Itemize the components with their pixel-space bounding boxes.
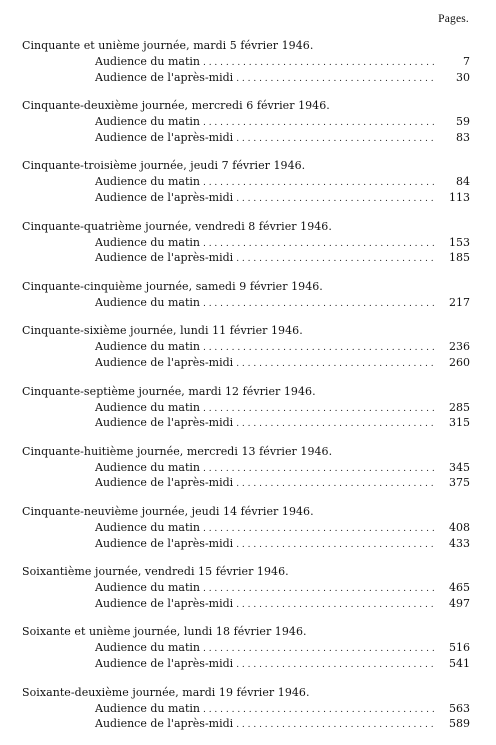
toc-day-entry	[22, 685, 470, 732]
page-number: 375	[449, 476, 470, 490]
session-label: Audience de l'après-midi	[95, 251, 234, 265]
page-number: 113	[449, 190, 470, 204]
toc-session-row	[95, 235, 470, 251]
day-title: Cinquante et unième journée, mardi 5 février 1946.	[22, 39, 314, 52]
session-label: Audience de l'après-midi	[95, 656, 234, 670]
toc-session-row	[95, 250, 470, 266]
toc-session-row	[95, 339, 470, 355]
dot-leader	[203, 176, 434, 191]
day-title: Cinquante-septième journée, mardi 12 février 1946.	[22, 384, 316, 398]
day-title: Cinquante-deuxième journée, mercredi 6 février 1946.	[22, 99, 330, 113]
day-title: Cinquante-neuvième journée, jeudi 14 février 1946.	[22, 505, 314, 518]
session-label: Audience du matin	[95, 340, 200, 354]
dot-leader	[236, 538, 434, 553]
dot-leader	[236, 417, 434, 432]
dot-leader	[203, 642, 434, 657]
page-number: 497	[449, 596, 470, 610]
day-title: Soixante et unième journée, lundi 18 février 1946.	[22, 625, 307, 639]
toc-day-entry	[22, 98, 470, 145]
dot-leader	[236, 192, 434, 207]
dot-leader	[203, 56, 434, 71]
dot-leader	[236, 357, 434, 372]
dot-leader	[236, 658, 434, 673]
session-label: Audience de l'après-midi	[95, 70, 234, 84]
session-label: Audience du matin	[95, 641, 200, 655]
session-label: Audience du matin	[95, 235, 200, 249]
day-title: Cinquante-sixième journée, lundi 11 février 1946.	[22, 324, 303, 338]
session-label: Audience du matin	[95, 460, 200, 474]
page-number: 59	[456, 115, 470, 129]
session-label: Audience de l'après-midi	[95, 476, 234, 490]
page-number: 408	[449, 521, 470, 534]
dot-leader	[236, 72, 434, 87]
page-number: 7	[463, 55, 470, 68]
session-label: Audience de l'après-midi	[95, 536, 234, 550]
session-label: Audience de l'après-midi	[95, 355, 234, 369]
toc-session-row	[95, 54, 470, 70]
page-number: 236	[449, 340, 470, 354]
toc-day-entry	[22, 158, 470, 205]
toc-day-entry	[22, 384, 470, 431]
page-number: 315	[449, 416, 470, 430]
toc-session-row	[95, 460, 470, 476]
dot-leader	[203, 116, 434, 131]
dot-leader	[203, 237, 434, 252]
session-label: Audience du matin	[95, 295, 200, 309]
dot-leader	[203, 703, 434, 718]
page-number: 589	[449, 717, 470, 731]
toc-session-row	[95, 355, 470, 371]
toc-session-row	[95, 536, 470, 552]
toc-session-row	[95, 70, 470, 86]
toc-session-row	[95, 415, 470, 431]
toc-day-entry	[22, 444, 470, 491]
toc-session-row	[95, 475, 470, 491]
page-number: 83	[456, 130, 470, 144]
toc-day-entry	[22, 38, 470, 85]
toc-day-entry	[22, 323, 470, 370]
dot-leader	[236, 132, 434, 147]
toc-session-row	[95, 400, 470, 416]
toc-session-row	[95, 295, 470, 311]
pages-column-header: Pages.	[438, 13, 469, 25]
day-title: Cinquante-huitième journée, mercredi 13 février 1946.	[22, 444, 333, 458]
day-title: Cinquante-troisième journée, jeudi 7 février 1946.	[22, 159, 306, 173]
dot-leader	[236, 477, 434, 492]
page-number: 185	[449, 251, 470, 265]
session-label: Audience de l'après-midi	[95, 596, 234, 610]
toc-session-row	[95, 656, 470, 672]
toc-session-row	[95, 174, 470, 190]
dot-leader	[203, 341, 434, 356]
toc-day-entry	[22, 219, 470, 266]
day-title: Soixantième journée, vendredi 15 février 1946.	[22, 565, 289, 579]
page-number: 433	[449, 536, 470, 550]
dot-leader	[203, 297, 434, 312]
session-label: Audience de l'après-midi	[95, 416, 234, 430]
session-label: Audience de l'après-midi	[95, 130, 234, 144]
toc-day-entry	[22, 624, 470, 671]
session-label: Audience du matin	[95, 175, 200, 189]
table-of-contents	[22, 38, 470, 745]
session-label: Audience du matin	[95, 701, 200, 715]
page-number: 516	[449, 641, 470, 655]
day-title: Cinquante-quatrième journée, vendredi 8 février 1946.	[22, 219, 332, 233]
toc-session-row	[95, 701, 470, 717]
dot-leader	[203, 522, 434, 537]
toc-session-row	[95, 114, 470, 130]
dot-leader	[236, 252, 434, 267]
page-number: 465	[449, 581, 470, 595]
session-label: Audience de l'après-midi	[95, 190, 234, 204]
dot-leader	[236, 598, 434, 613]
page-number: 260	[449, 355, 470, 369]
toc-session-row	[95, 716, 470, 732]
toc-session-row	[95, 580, 470, 596]
dot-leader	[203, 462, 434, 477]
toc-session-row	[95, 596, 470, 612]
page-number: 563	[449, 701, 470, 715]
dot-leader	[236, 718, 434, 733]
toc-day-entry	[22, 504, 470, 551]
session-label: Audience du matin	[95, 400, 200, 414]
toc-day-entry	[22, 279, 470, 311]
page-number: 285	[449, 400, 470, 414]
page-number: 153	[449, 235, 470, 249]
session-label: Audience du matin	[95, 115, 200, 129]
page-number: 541	[449, 656, 470, 670]
session-label: Audience de l'après-midi	[95, 717, 234, 731]
toc-session-row	[95, 520, 470, 536]
toc-session-row	[95, 190, 470, 206]
day-title: Soixante-deuxième journée, mardi 19 février 1946.	[22, 685, 310, 699]
toc-session-row	[95, 130, 470, 146]
toc-session-row	[95, 640, 470, 656]
page-number: 30	[456, 70, 470, 84]
session-label: Audience du matin	[95, 55, 200, 68]
session-label: Audience du matin	[95, 581, 200, 595]
dot-leader	[203, 402, 434, 417]
session-label: Audience du matin	[95, 521, 200, 534]
day-title: Cinquante-cinquième journée, samedi 9 février 1946.	[22, 279, 323, 293]
page-number: 84	[456, 175, 470, 189]
page-number: 345	[449, 460, 470, 474]
page-number: 217	[449, 295, 470, 309]
toc-day-entry	[22, 564, 470, 611]
dot-leader	[203, 582, 434, 597]
